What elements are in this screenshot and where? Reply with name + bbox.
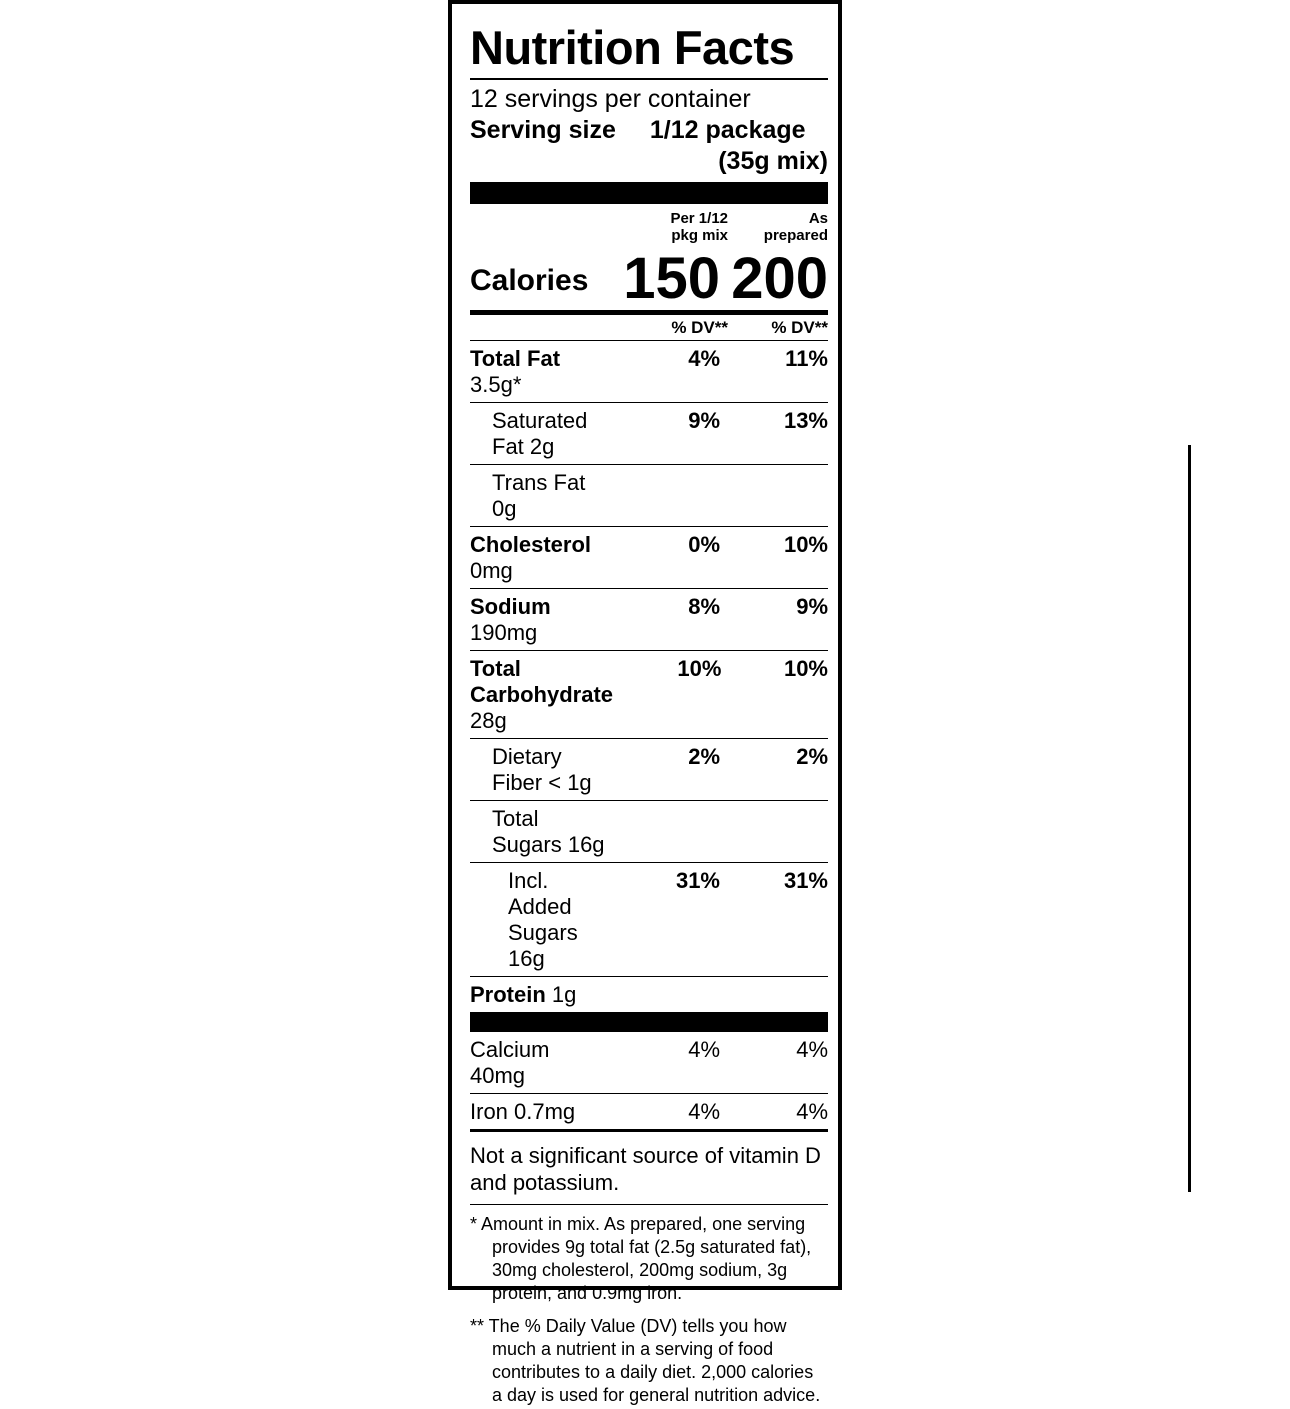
not-significant-note: Not a significant source of vitamin D and potassium. [470, 1143, 821, 1195]
nutrient-dv-mix: 31% [675, 868, 720, 893]
nutrient-label: Dietary Fiber [492, 744, 562, 795]
micronutrient-rows [470, 1032, 828, 1129]
column-header-per-package-line2: pkg mix [671, 227, 728, 244]
footnotes [470, 1213, 828, 1407]
nutrient-row [470, 527, 828, 588]
nutrition-facts-panel [448, 0, 842, 1405]
dv-header-prepared: % DV** [771, 318, 828, 337]
divider-thick-before-micros [470, 1012, 828, 1032]
nutrient-columns [470, 210, 828, 1129]
daily-value-header-row [470, 318, 828, 338]
nutrient-dv-prepared: 9% [796, 594, 828, 619]
nutrient-dv-prepared: 10% [783, 656, 828, 681]
dv-header-mix: % DV** [671, 318, 728, 337]
calories-value-mix: 150 [623, 246, 720, 311]
micronutrient-dv-prepared: 4% [796, 1037, 828, 1062]
calories-label: Calories [470, 264, 589, 297]
nutrient-label: Cholesterol [470, 532, 592, 557]
nutrient-name [470, 806, 610, 858]
calories-row [470, 248, 828, 310]
nutrient-amount: 0mg [470, 558, 513, 583]
micronutrient-row [470, 1032, 828, 1093]
nutrient-name [470, 532, 610, 584]
column-header-as-prepared-line1: As [808, 210, 828, 227]
micronutrient-dv-mix: 4% [688, 1037, 720, 1062]
nutrient-amount: < 1g [542, 770, 592, 795]
nutrient-amount: 16g [508, 946, 545, 971]
nutrient-label: Protein [470, 982, 546, 1007]
serving-size-value-secondary: (35g mix) [718, 147, 828, 175]
column-header-as-prepared-line2: prepared [763, 227, 828, 244]
nutrient-name [470, 656, 613, 734]
divider-title [470, 78, 828, 80]
nutrient-dv-mix: 8% [688, 594, 720, 619]
nutrient-amount: 28g [470, 708, 507, 733]
nutrient-amount: 190mg [470, 620, 538, 645]
nutrient-amount: 2g [523, 434, 555, 459]
serving-size-label: Serving size [470, 116, 616, 144]
nutrient-name [470, 868, 610, 972]
nutrient-label: Total Fat [470, 346, 561, 371]
nutrient-amount: 1g [545, 982, 577, 1007]
nutrient-label: Total Carbohydrate [470, 656, 614, 707]
nutrient-label: Incl. Added Sugars [508, 868, 578, 945]
micronutrient-row [470, 1094, 828, 1129]
micronutrient-name: Calcium 40mg [470, 1037, 550, 1088]
nutrient-amount: 0g [492, 496, 517, 521]
nutrient-dv-prepared: 31% [783, 868, 828, 893]
nutrient-name [470, 594, 610, 646]
serving-size-row [470, 114, 828, 146]
nutrient-row [470, 651, 828, 738]
divider-before-footnotes [470, 1204, 828, 1205]
nutrient-row [470, 403, 828, 464]
nutrient-dv-prepared: 10% [783, 532, 828, 557]
nutrient-row [470, 739, 828, 800]
column-headers [470, 210, 828, 244]
nutrient-name [470, 744, 610, 796]
nutrient-name [470, 346, 610, 398]
nutrient-row [470, 341, 828, 402]
calories-value-prepared: 200 [731, 246, 828, 311]
nutrient-label: Total Sugars [492, 806, 562, 857]
nutrient-dv-prepared: 2% [796, 744, 828, 769]
nutrient-amount: 16g [561, 832, 605, 857]
nutrient-row [470, 977, 828, 1012]
nutrient-label: Sodium [470, 594, 551, 619]
footnote-double-asterisk: ** The % Daily Value (DV) tells you how much a nutrient in a serving of food contributes to a daily diet. 2,000 calories a day is used for general nutrition advice. [470, 1316, 821, 1405]
nutrient-row [470, 465, 828, 526]
nutrient-name [470, 470, 610, 522]
nutrient-row [470, 589, 828, 650]
nutrition-facts-content [470, 12, 828, 1409]
column-header-as-prepared [728, 210, 828, 244]
nutrient-dv-mix: 0% [688, 532, 720, 557]
divider-thick-top [470, 182, 828, 204]
nutrient-dv-mix: 4% [688, 346, 720, 371]
nutrient-amount: 3.5g* [470, 372, 522, 397]
nutrient-name [470, 982, 610, 1008]
nutrient-dv-prepared: 11% [785, 346, 828, 371]
nutrient-dv-mix: 10% [677, 656, 722, 681]
nutrient-label: Trans Fat [492, 470, 586, 495]
nutrient-dv-mix: 9% [688, 408, 720, 433]
nutrient-name [470, 408, 610, 460]
divider-before-note [470, 1129, 828, 1132]
column-header-per-package [470, 210, 728, 244]
micronutrient-name: Iron 0.7mg [470, 1099, 576, 1124]
nutrient-dv-mix: 2% [688, 744, 720, 769]
serving-size-value: 1/12 package [649, 116, 806, 144]
nutrient-rows [470, 340, 828, 1012]
servings-per-container: 12 servings per container [470, 85, 751, 113]
footnote-asterisk: * Amount in mix. As prepared, one serving provides 9g total fat (2.5g saturated fat), 30mg cholesterol, 200mg sodium, 3g protein, and 0.9mg iron. [470, 1214, 812, 1303]
micronutrient-dv-mix: 4% [688, 1099, 720, 1124]
micronutrient-dv-prepared: 4% [796, 1099, 828, 1124]
column-header-per-package-line1: Per 1/12 [670, 210, 728, 227]
nutrient-label: Saturated Fat [492, 408, 588, 459]
page-title: Nutrition Facts [470, 21, 795, 74]
nutrient-row [470, 801, 828, 862]
nutrient-row [470, 863, 828, 976]
column-divider [1188, 445, 1191, 1192]
nutrient-dv-prepared: 13% [783, 408, 828, 433]
